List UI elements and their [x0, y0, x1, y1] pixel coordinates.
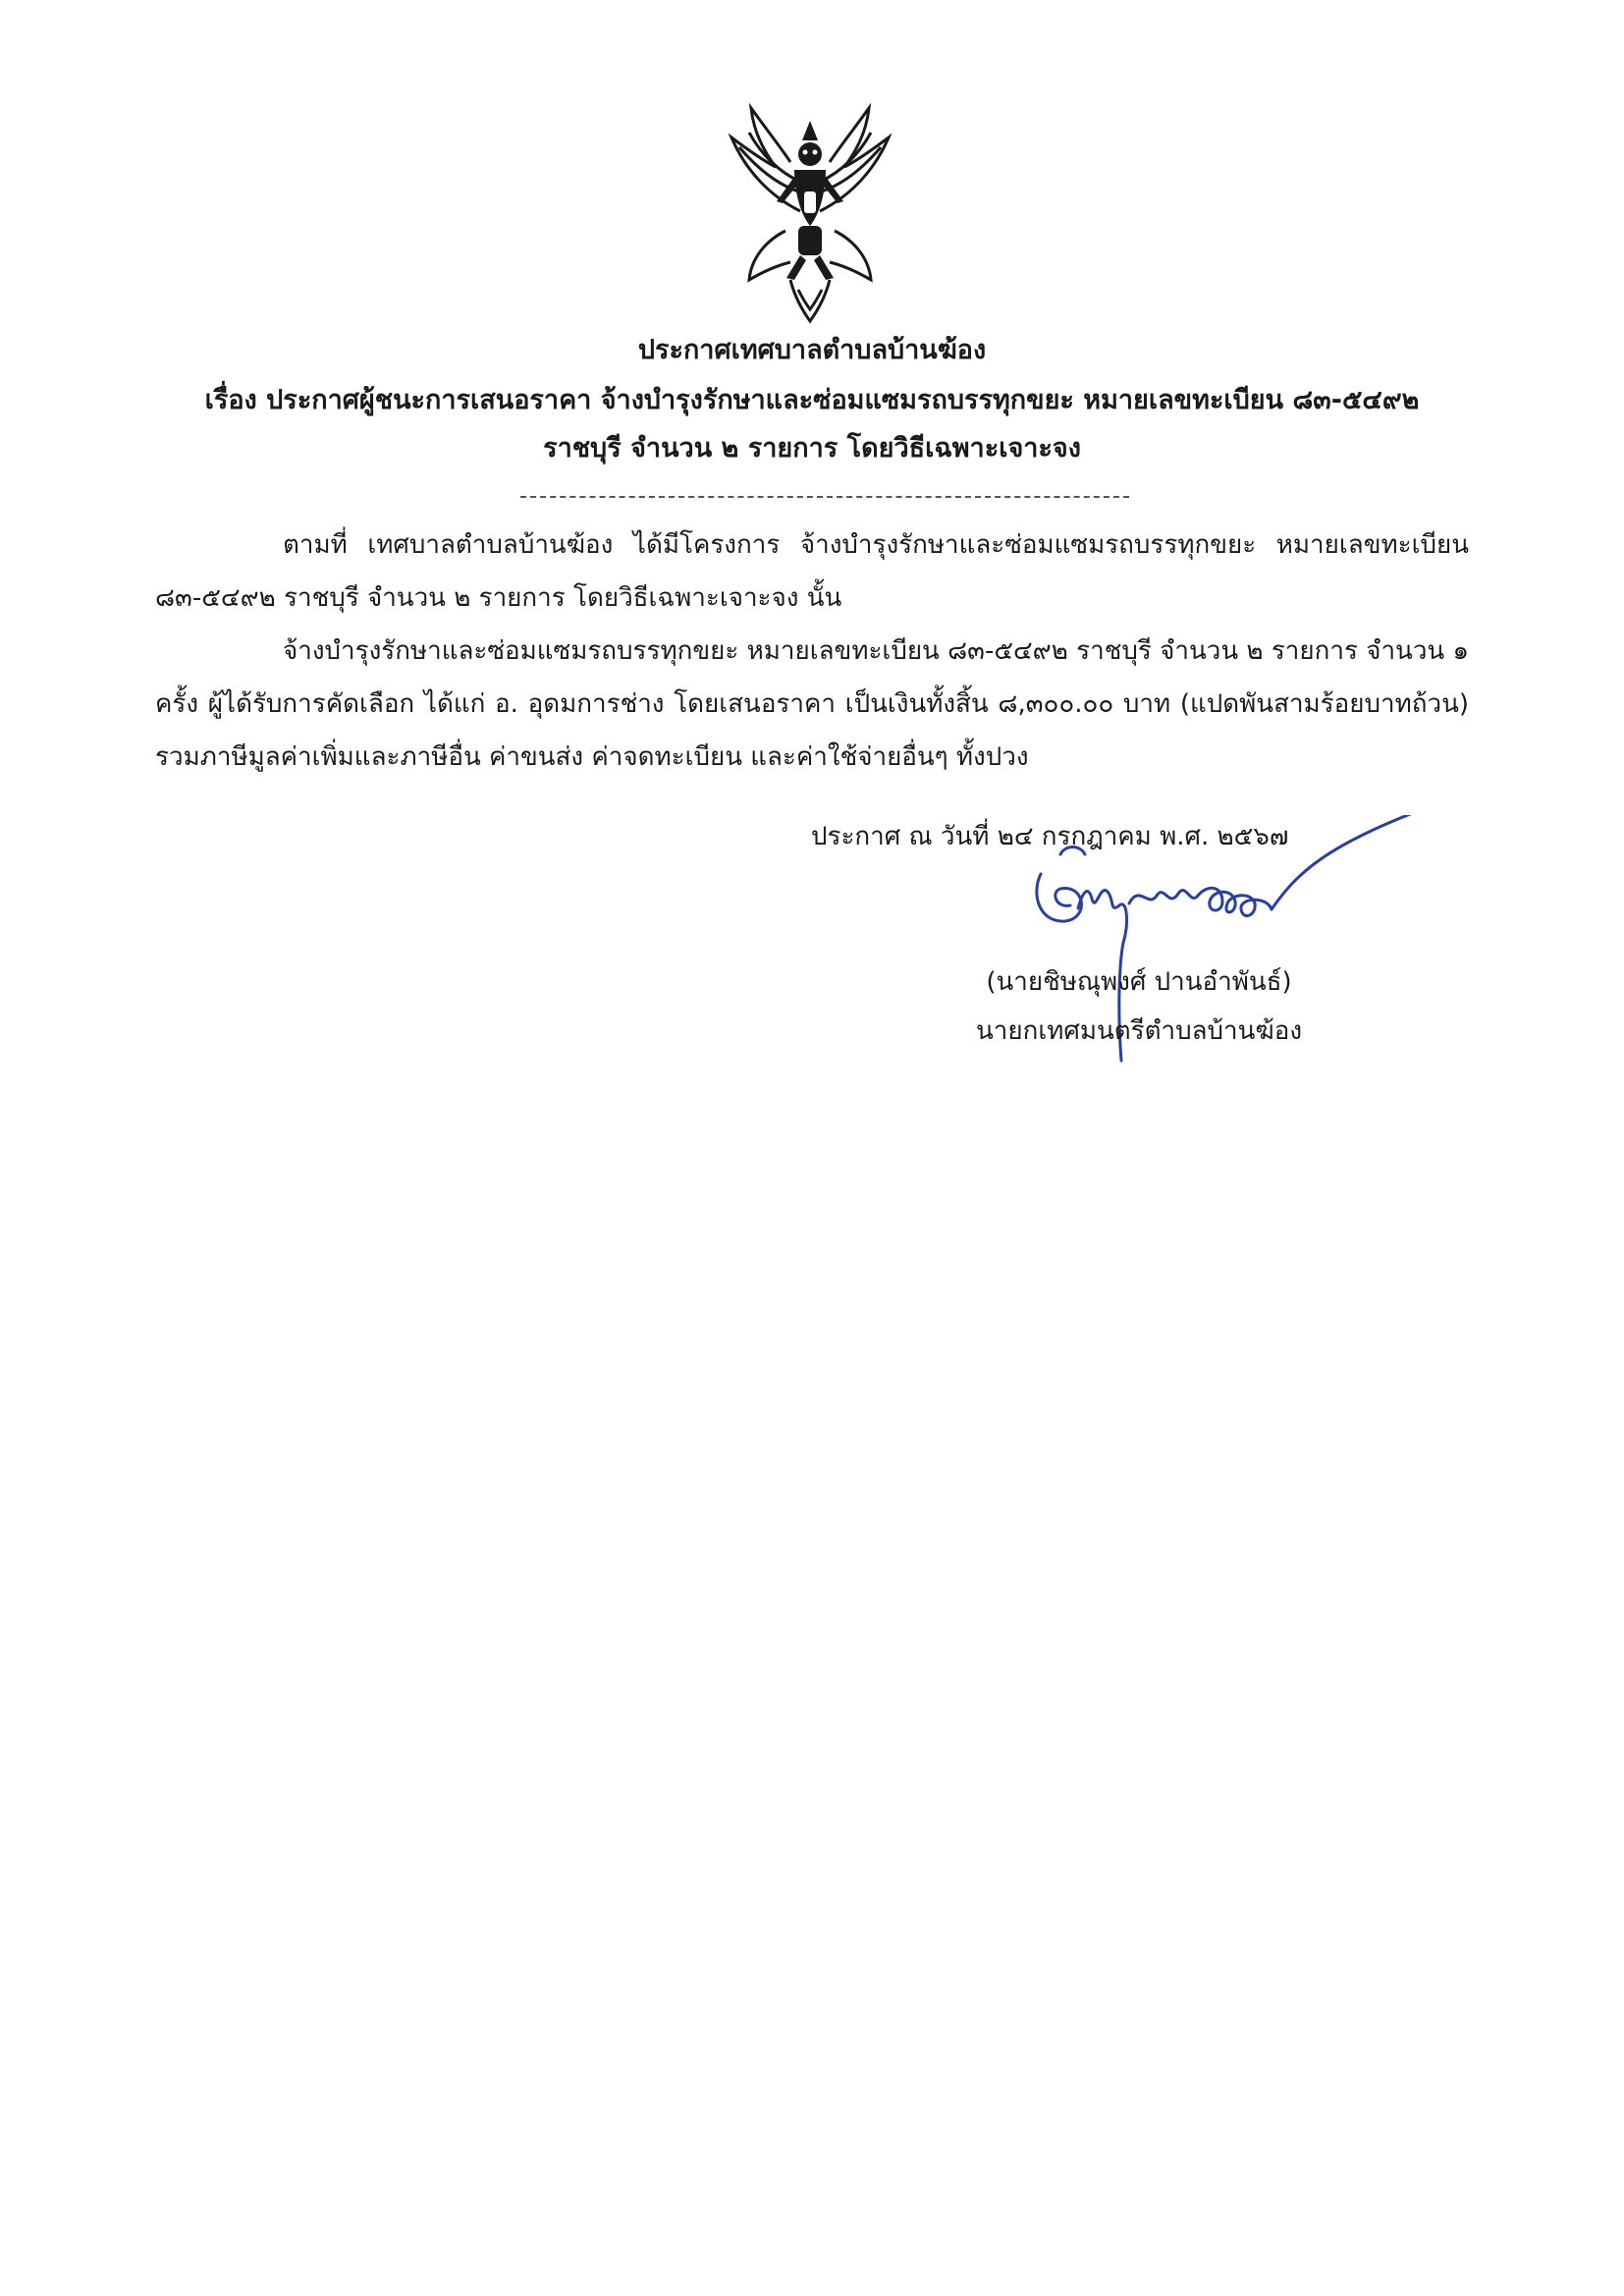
document-title: ประกาศเทศบาลตำบลบ้านฆ้อง: [637, 335, 987, 365]
subject-line-1: เรื่อง ประกาศผู้ชนะการเสนอราคา จ้างบำรุงรักษาและซ่อมแซมรถบรรทุกขยะ หมายเลขทะเบียน ๘๓-๕๔๙๒: [204, 385, 1420, 415]
signer-name: (นายชิษณุพงศ์ ปานอำพันธ์): [986, 967, 1292, 997]
signer-position: นายกเทศมนตรีตำบลบ้านฆ้อง: [975, 1016, 1303, 1046]
announcement-date: ประกาศ ณ วันที่ ๒๔ กรกฎาคม พ.ศ. ๒๕๖๗: [811, 822, 1289, 851]
body-paragraph-2: จ้างบำรุงรักษาและซ่อมแซมรถบรรทุกขยะ หมายเลขทะเบียน ๘๓-๕๔๙๒ ราชบุรี จำนวน ๒ รายการ จำนวน ๑ ครั้ง ผู้ได้รับการคัดเลือก ได้แก่ อ. อุดมการช่าง โดยเสนอราคา เป็นเงินทั้งสิ้น ๘,๓๐๐.๐๐ บาท (แปดพันสามร้อยบาทถ้วน) รวมภาษีมูลค่าเพิ่มและภาษีอื่น ค่าขนส่ง ค่าจดทะเบียน และค่าใช้จ่ายอื่นๆ ทั้งปวง: [155, 636, 1469, 772]
garuda-emblem-icon: [692, 93, 928, 329]
title-divider: [520, 496, 1129, 498]
body-paragraph-1: ตามที่ เทศบาลตำบลบ้านฆ้อง ได้มีโครงการ จ้างบำรุงรักษาและซ่อมแซมรถบรรทุกขยะ หมายเลขทะเบียน ๘๓-๕๔๙๒ ราชบุรี จำนวน ๒ รายการ โดยวิธีเฉพาะเจาะจง นั้น: [155, 530, 1469, 613]
subject-line-2: ราชบุรี จำนวน ๒ รายการ โดยวิธีเฉพาะเจาะจง: [543, 433, 1081, 464]
